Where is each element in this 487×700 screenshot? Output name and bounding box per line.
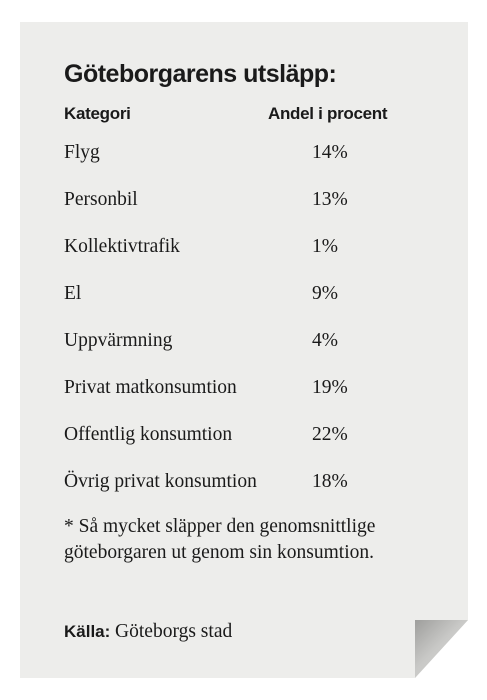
row-share: 18% — [312, 471, 348, 492]
row-category: Övrig privat konsumtion — [64, 471, 257, 492]
source-text: Göteborgs stad — [115, 621, 233, 642]
row-share: 4% — [312, 330, 338, 351]
row-category: Offentlig konsumtion — [64, 424, 233, 445]
row-share: 19% — [312, 377, 348, 398]
table-row — [64, 422, 424, 469]
row-category: Personbil — [64, 189, 138, 210]
row-category: Uppvärmning — [64, 330, 173, 351]
row-share: 14% — [312, 142, 348, 163]
row-share: 13% — [312, 189, 348, 210]
row-category: Privat matkonsumtion — [64, 377, 237, 398]
card-title: Göteborgarens utsläpp: — [64, 60, 337, 88]
page-curl-corner — [415, 620, 468, 678]
table-row — [64, 281, 424, 328]
footnote: * Så mycket släpper den genomsnittlige göteborgaren ut genom sin konsumtion. — [64, 516, 376, 563]
table-row — [64, 140, 424, 187]
row-category: Flyg — [64, 142, 100, 163]
row-share: 22% — [312, 424, 348, 445]
source-line — [64, 621, 232, 643]
column-header-share: Andel i procent — [268, 104, 388, 123]
emissions-table — [64, 140, 424, 516]
table-row — [64, 328, 424, 375]
table-row — [64, 469, 424, 516]
table-row — [64, 234, 424, 281]
row-category: Kollektivtrafik — [64, 236, 180, 257]
source-label: Källa: — [64, 622, 111, 641]
table-row — [64, 187, 424, 234]
table-row — [64, 375, 424, 422]
row-share: 1% — [312, 236, 338, 257]
row-category: El — [64, 283, 82, 304]
column-header-category: Kategori — [64, 104, 131, 123]
row-share: 9% — [312, 283, 338, 304]
